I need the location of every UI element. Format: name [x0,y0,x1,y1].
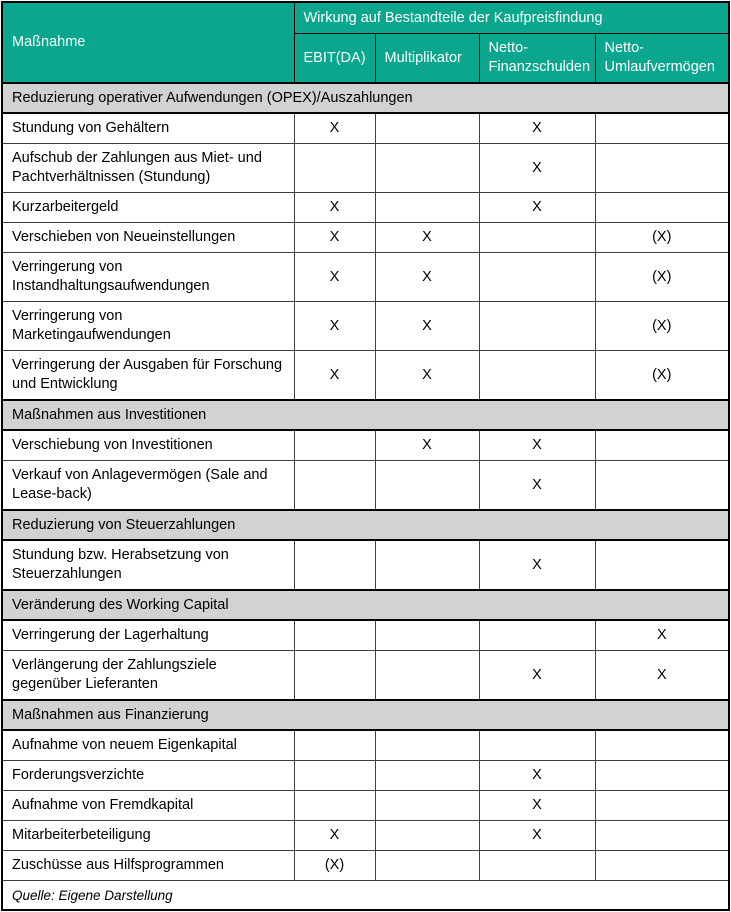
mark-cell: X [294,113,375,144]
mark-cell [375,620,479,651]
section-title: Veränderung des Working Capital [2,590,729,620]
table-row [2,620,729,651]
mark-cell: X [479,461,595,511]
mark-cell [479,302,595,351]
table-row [2,302,729,351]
section-header-row [2,590,729,620]
table-row [2,791,729,821]
source-note: Quelle: Eigene Darstellung [2,881,729,911]
mark-cell: X [595,620,729,651]
mark-cell [294,540,375,590]
measure-label: Verlängerung der Zahlungsziele gegenüber Lieferanten [2,651,294,701]
mark-cell: X [479,540,595,590]
mark-cell [375,113,479,144]
mark-cell: (X) [294,851,375,881]
section-title: Reduzierung von Steuerzahlungen [2,510,729,540]
mark-cell: X [294,253,375,302]
table-row [2,253,729,302]
section-title: Maßnahmen aus Investitionen [2,400,729,430]
table-footer [2,881,729,911]
mark-cell [375,730,479,761]
mark-cell [479,351,595,401]
table-row [2,761,729,791]
column-header-multiplikator: Multiplikator [375,34,479,84]
mark-cell [375,461,479,511]
document-page [0,1,731,911]
section-title: Reduzierung operativer Aufwendungen (OPEX)/Auszahlungen [2,83,729,113]
measure-label: Verkauf von Anlagevermögen (Sale and Lease-back) [2,461,294,511]
table-row [2,651,729,701]
table-row [2,540,729,590]
mark-cell: X [479,193,595,223]
mark-cell: X [479,113,595,144]
mark-cell [479,730,595,761]
section-header-row [2,510,729,540]
mark-cell [479,620,595,651]
measure-label: Verringerung von Marketingaufwendungen [2,302,294,351]
mark-cell: (X) [595,223,729,253]
table-row [2,351,729,401]
table-header [2,2,729,83]
mark-cell [375,761,479,791]
mark-cell: (X) [595,351,729,401]
mark-cell [595,461,729,511]
measure-label: Verschiebung von Investitionen [2,430,294,461]
mark-cell [294,651,375,701]
mark-cell [595,761,729,791]
mark-cell [294,620,375,651]
measure-label: Verschieben von Neueinstellungen [2,223,294,253]
mark-cell [294,730,375,761]
measure-label: Kurzarbeitergeld [2,193,294,223]
mark-cell [375,540,479,590]
column-header-massnahme: Maßnahme [2,2,294,83]
measure-label: Aufnahme von neuem Eigenkapital [2,730,294,761]
mark-cell: X [479,430,595,461]
mark-cell [375,144,479,193]
measure-label: Zuschüsse aus Hilfsprogrammen [2,851,294,881]
mark-cell [375,821,479,851]
mark-cell [294,461,375,511]
mark-cell: X [375,223,479,253]
mark-cell [595,851,729,881]
mark-cell: X [375,430,479,461]
section-header-row [2,400,729,430]
mark-cell: X [294,302,375,351]
mark-cell [595,113,729,144]
mark-cell: X [479,651,595,701]
mark-cell: X [294,821,375,851]
measure-label: Aufschub der Zahlungen aus Miet- und Pachtverhältnissen (Stundung) [2,144,294,193]
mark-cell: X [479,761,595,791]
mark-cell: (X) [595,253,729,302]
column-header-netto-umlaufvermoegen: Netto-Umlaufvermögen [595,34,729,84]
table-row [2,223,729,253]
mark-cell [294,791,375,821]
table-row [2,113,729,144]
table-row [2,461,729,511]
measure-label: Mitarbeiterbeteiligung [2,821,294,851]
mark-cell: X [479,821,595,851]
table-row [2,144,729,193]
column-header-netto-finanzschulden: Netto-Finanzschulden [479,34,595,84]
mark-cell [375,651,479,701]
mark-cell: X [375,351,479,401]
mark-cell: X [375,302,479,351]
column-group-header: Wirkung auf Bestandteile der Kaufpreisfindung [294,2,729,34]
mark-cell [294,430,375,461]
source-row [2,881,729,911]
mark-cell [294,144,375,193]
header-group-row [2,2,729,34]
mark-cell: X [294,223,375,253]
mark-cell [479,223,595,253]
mark-cell [375,791,479,821]
section-header-row [2,83,729,113]
mark-cell [595,144,729,193]
measure-label: Verringerung der Ausgaben für Forschung und Entwicklung [2,351,294,401]
mark-cell [595,791,729,821]
measure-label: Stundung bzw. Herabsetzung von Steuerzahlungen [2,540,294,590]
mark-cell [375,193,479,223]
table-row [2,821,729,851]
mark-cell: X [294,193,375,223]
mark-cell [595,430,729,461]
mark-cell: X [375,253,479,302]
mark-cell [294,761,375,791]
mark-cell [479,253,595,302]
table-row [2,851,729,881]
measure-label: Verringerung von Instandhaltungsaufwendungen [2,253,294,302]
mark-cell [375,851,479,881]
measures-table [1,1,730,911]
table-row [2,430,729,461]
mark-cell [595,821,729,851]
mark-cell: X [294,351,375,401]
column-header-ebitda: EBIT(DA) [294,34,375,84]
mark-cell: X [595,651,729,701]
mark-cell: X [479,144,595,193]
mark-cell [595,540,729,590]
mark-cell: X [479,791,595,821]
measure-label: Stundung von Gehältern [2,113,294,144]
measure-label: Verringerung der Lagerhaltung [2,620,294,651]
table-row [2,730,729,761]
mark-cell [595,730,729,761]
section-title: Maßnahmen aus Finanzierung [2,700,729,730]
measure-label: Forderungsverzichte [2,761,294,791]
section-header-row [2,700,729,730]
measure-label: Aufnahme von Fremdkapital [2,791,294,821]
table-row [2,193,729,223]
mark-cell: (X) [595,302,729,351]
mark-cell [595,193,729,223]
table-body [2,83,729,881]
mark-cell [479,851,595,881]
